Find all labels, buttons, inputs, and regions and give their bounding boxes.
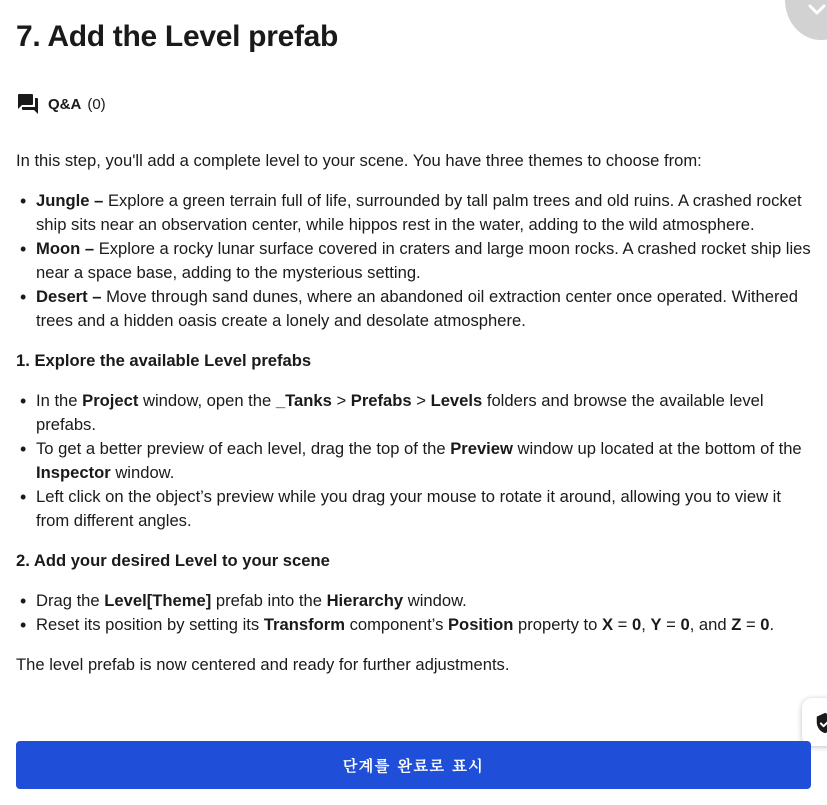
section-heading-add-level: 2. Add your desired Level to your scene xyxy=(16,551,330,570)
page-title: 7. Add the Level prefab xyxy=(16,20,339,53)
theme-description: Explore a green terrain full of life, surrounded by tall palm trees and old ruins. A crashed rocket ship sits near an observation center, while hippos rest in the water, adding to the wild atmosphere. xyxy=(36,191,802,234)
list-item: • To get a better preview of each level, drag the top of the Preview window up located at the bottom of the Inspector window. xyxy=(16,437,811,485)
list-item: • Left click on the object’s preview while you drag your mouse to rotate it around, allowing you to view it from different angles. xyxy=(16,485,811,533)
qa-label: Q&A xyxy=(48,95,82,113)
theme-name: Jungle xyxy=(36,191,90,210)
list-item: • Reset its position by setting its Transform component’s Position property to X = 0, Y = 0, and Z = 0. xyxy=(16,613,811,637)
theme-description: Explore a rocky lunar surface covered in craters and large moon rocks. A crashed rocket ship lies near a space base, adding to the mysterious setting. xyxy=(36,239,811,282)
theme-name: Desert xyxy=(36,287,88,306)
closing-text: The level prefab is now centered and ready for further adjustments. xyxy=(16,655,510,674)
theme-item-desert: • Desert – Move through sand dunes, where an abandoned oil extraction center once operated. Withered trees and a hidden oasis create a lonely and desolate atmosphere. xyxy=(16,285,811,333)
collapse-toggle[interactable] xyxy=(785,0,827,40)
shield-check-icon xyxy=(814,712,827,734)
chevron-down-icon xyxy=(807,0,827,20)
theme-description: Move through sand dunes, where an abandoned oil extraction center once operated. Withered trees and a hidden oasis create a lonely and desolate atmosphere. xyxy=(36,287,798,330)
list-item: • Drag the Level[Theme] prefab into the Hierarchy window. xyxy=(16,589,811,613)
add-level-steps-list xyxy=(16,589,811,637)
theme-list xyxy=(16,189,811,333)
section-heading-explore: 1. Explore the available Level prefabs xyxy=(16,351,312,370)
explore-steps-list xyxy=(16,389,811,533)
theme-name: Moon xyxy=(36,239,81,258)
qa-count: (0) xyxy=(87,95,106,113)
intro-text: In this step, you'll add a complete level to your scene. You have three themes to choose from: xyxy=(16,151,702,170)
forum-icon xyxy=(16,92,40,116)
step-content xyxy=(16,149,811,693)
qa-link[interactable] xyxy=(16,92,106,116)
mark-step-complete-button[interactable]: 단계를 완료로 표시 xyxy=(16,741,811,789)
theme-item-jungle: • Jungle – Explore a green terrain full of life, surrounded by tall palm trees and old ruins. A crashed rocket ship sits near an observation center, while hippos rest in the water, adding to the wild atmosphere. xyxy=(16,189,811,237)
privacy-widget-button[interactable] xyxy=(802,698,827,746)
theme-item-moon: • Moon – Explore a rocky lunar surface covered in craters and large moon rocks. A crashed rocket ship lies near a space base, adding to the mysterious setting. xyxy=(16,237,811,285)
list-item: • In the Project window, open the _Tanks > Prefabs > Levels folders and browse the available level prefabs. xyxy=(16,389,811,437)
